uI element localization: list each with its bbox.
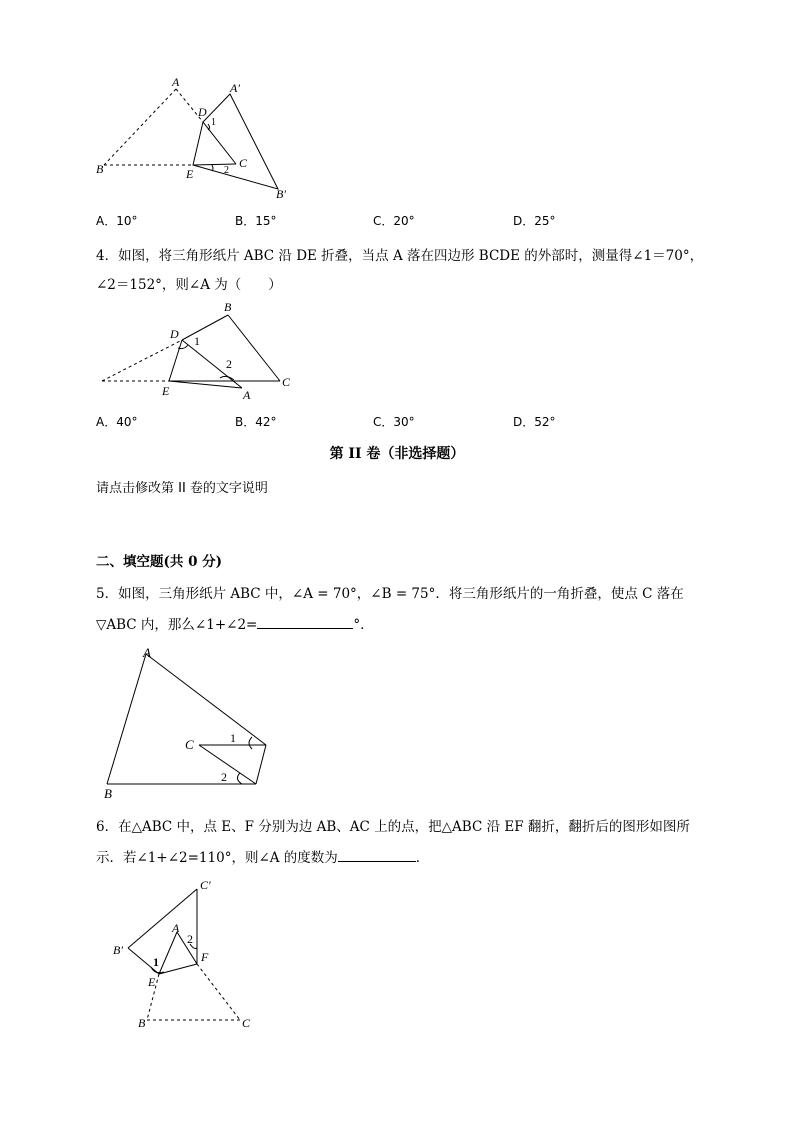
q4-figure <box>96 298 306 408</box>
q6-line-a-e <box>159 932 177 974</box>
q5-label-1: 1 <box>230 731 236 745</box>
q3-label-b: B <box>96 162 104 176</box>
q6-line2-text: 示．若∠1+∠2=110°，则∠A 的度数为 <box>96 850 338 866</box>
q6-label-b: B <box>138 1016 146 1030</box>
q4-line-de <box>169 340 182 381</box>
q3-label-2: 2 <box>224 165 229 176</box>
q6-line1: 6．在△ABC 中，点 E、F 分别为边 AB、AC 上的点，把△ABC 沿 EF 翻折，翻折后的图形如图所 <box>96 819 690 835</box>
q6-line2 <box>96 846 429 866</box>
q5-line2-text: ▽ABC 内，那么∠1+∠2= <box>96 617 258 633</box>
q5-figure <box>96 640 286 805</box>
q6-label-2: 2 <box>187 932 193 946</box>
q5-line2-unit: °． <box>353 617 374 633</box>
part2-title: 第 II 卷（非选择题） <box>329 446 465 462</box>
q4-option-a[interactable]: A．40° <box>96 415 138 429</box>
q4-line1: 4．如图，将三角形纸片 ABC 沿 DE 折叠，当点 A 落在四边形 BCDE 的外部时，测量得∠1＝70°， <box>96 248 704 264</box>
q3-line-dc <box>203 122 236 164</box>
q5-angle1-arc <box>249 737 252 749</box>
q6-line-e-f <box>159 964 197 974</box>
q4-option-c[interactable]: C．30° <box>373 415 415 429</box>
q3-label-b-prime: B′ <box>276 187 286 201</box>
q4-line2: ∠2＝152°，则∠A 为（ ） <box>96 277 282 293</box>
q5-label-c: C <box>185 737 194 752</box>
q3-figure <box>90 72 310 204</box>
q4-label-b: B <box>224 300 232 314</box>
q4-label-a: A <box>243 388 251 402</box>
q4-label-1: 1 <box>194 334 200 348</box>
q3-line-ec <box>193 164 236 165</box>
q4-label-d: D <box>170 327 179 341</box>
q3-option-a[interactable]: A．10° <box>96 214 138 228</box>
q3-option-c[interactable]: C．20° <box>373 214 415 228</box>
q6-label-f: F <box>201 950 209 964</box>
q5-label-a: A <box>143 645 151 660</box>
q6-label-bprime: B′ <box>113 943 123 957</box>
q6-dashed-fc <box>197 964 240 1020</box>
part2-note[interactable]: 请点击修改第 II 卷的文字说明 <box>96 481 268 496</box>
q5-line-a-fold <box>146 654 266 745</box>
q3-label-e: E <box>186 167 194 181</box>
q6-label-a: A <box>172 921 180 935</box>
q3-label-c: C <box>239 156 248 170</box>
q5-line-c-lower <box>199 745 256 784</box>
q3-label-a-prime: A′ <box>230 81 240 95</box>
q5-label-b: B <box>104 786 112 801</box>
q3-label-a: A <box>172 75 180 89</box>
q5-line-ab <box>107 654 146 784</box>
q6-label-1: 1 <box>153 955 159 969</box>
q4-label-e: E <box>162 384 170 398</box>
q5-line-fold-lower <box>256 745 266 784</box>
q4-option-b[interactable]: B．42° <box>235 415 277 429</box>
q5-label-2: 2 <box>221 770 227 784</box>
section2-heading: 二、填空题(共 0 分) <box>96 554 223 570</box>
q6-label-e: E <box>148 975 156 989</box>
q3-label-1: 1 <box>211 117 216 128</box>
q3-option-d[interactable]: D．25° <box>513 214 556 228</box>
q6-line2-end: ． <box>415 850 430 866</box>
q3-angle2-arc <box>212 165 213 171</box>
q4-line-bc <box>228 315 280 381</box>
q5-line2 <box>96 613 374 633</box>
q4-line-db <box>182 315 228 340</box>
q3-option-b[interactable]: B．15° <box>235 214 277 228</box>
q5-angle2-arc <box>237 773 242 784</box>
q6-label-c: C <box>242 1016 251 1030</box>
q4-label-2: 2 <box>226 357 232 371</box>
q4-option-d[interactable]: D．52° <box>513 415 556 429</box>
q4-dashed-ad <box>102 340 182 381</box>
q3-label-d: D <box>198 105 207 119</box>
q4-line-ea <box>169 381 242 388</box>
q6-label-cprime: C′ <box>200 878 211 892</box>
q5-answer-blank[interactable] <box>257 616 353 629</box>
q4-label-c: C <box>282 375 291 389</box>
q6-answer-blank[interactable] <box>338 849 416 862</box>
q6-figure <box>108 872 268 1032</box>
q3-dashed-ab <box>104 89 176 165</box>
q5-line1: 5．如图，三角形纸片 ABC 中，∠A = 70°，∠B = 75°．将三角形纸片的一角折叠，使点 C 落在 <box>96 586 684 602</box>
